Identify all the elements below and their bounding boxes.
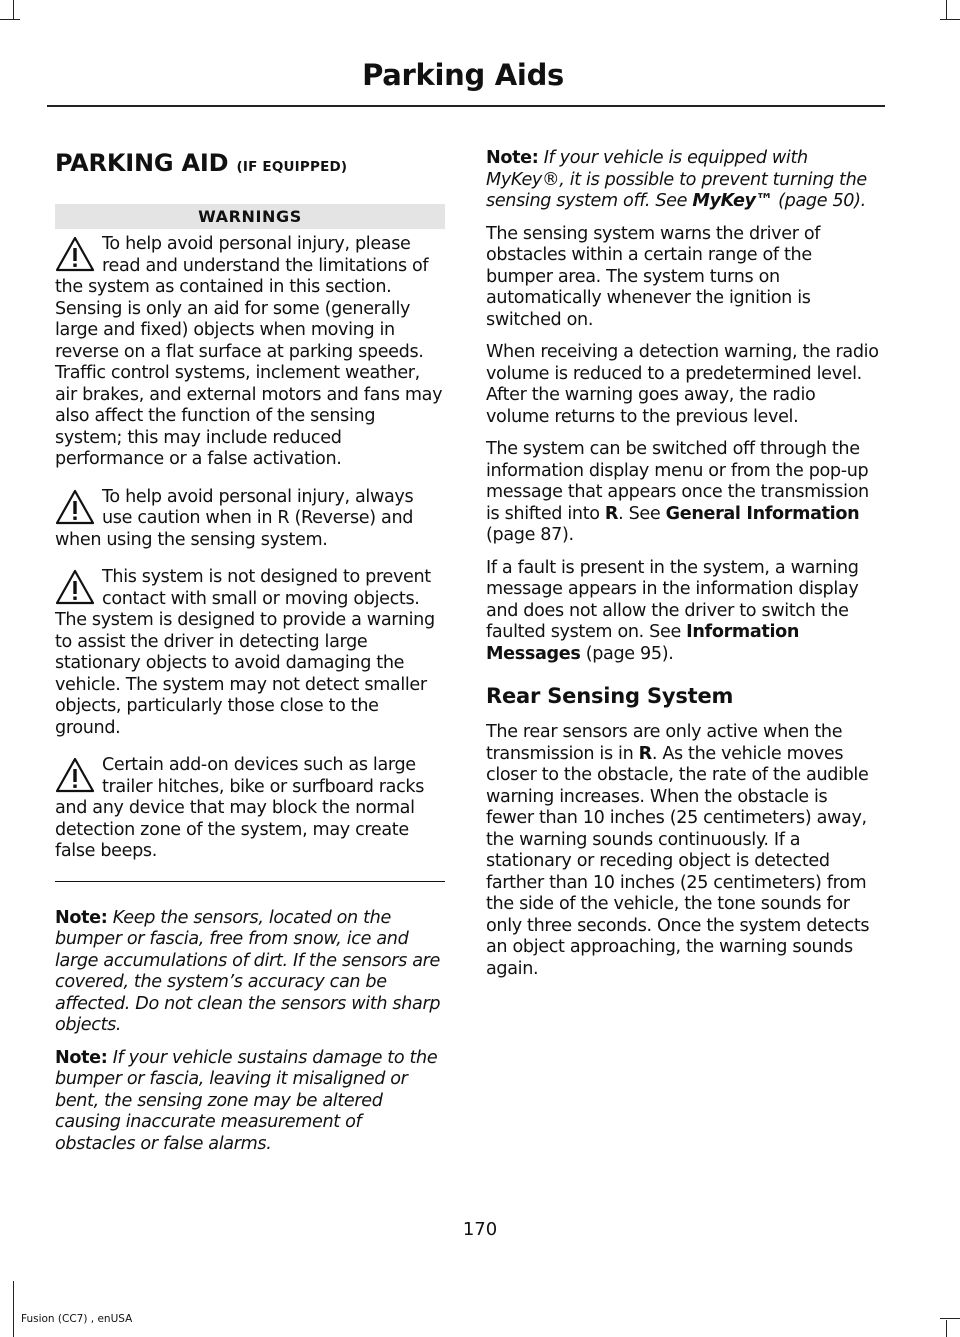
section-title-main: PARKING AID (55, 149, 229, 177)
right-column (486, 148, 880, 991)
rear-sensing-heading: Rear Sensing System (486, 684, 734, 708)
warning-triangle-icon (55, 489, 95, 525)
warning-text: Certain add-on devices such as large trailer hitches, bike or surfboard racks and any device that may block the normal detection zone of the system, may create false beeps. (55, 755, 425, 861)
body-paragraph: The sensing system warns the driver of obstacles within a certain range of the bumper area. The system turns on automatically whenever the ignition is switched on. (486, 223, 821, 330)
body-text: If a fault is present in the system, a warning message appears in the information display and does not allow the driver to switch the faulted system on. See (486, 557, 859, 642)
warning-block (55, 567, 445, 739)
gear-r-label: R (604, 503, 619, 524)
page-reference: (page 95). (585, 643, 674, 664)
body-text: The system can be switched off through the information display menu or from the pop-up message that appears once the transmission is shifted into (486, 439, 869, 524)
warning-block (55, 234, 445, 471)
body-paragraph: When receiving a detection warning, the radio volume is reduced to a predetermined level. After the warning goes away, the radio volume returns to the previous level. (486, 342, 879, 427)
note-text: If your vehicle is equipped with MyKey®, it is possible to prevent turning the sensing system off. See (486, 148, 867, 211)
crop-mark (13, 0, 14, 19)
warning-triangle-icon (55, 569, 95, 605)
crop-mark (946, 1320, 947, 1337)
crop-mark (946, 0, 947, 19)
body-text: . As the vehicle moves closer to the obstacle, the rate of the audible warning increases. When the obstacle is fewer than 10 inches (25 centimeters) away, the warning sounds continuously. If a stationary or receding object is detected farther than 10 inches (25 centimeters) from the side of the vehicle, the tone sounds for only three seconds. Once the system detects an object approaching, the warning sounds again. (486, 743, 870, 979)
mykey-link[interactable]: MyKey™ (692, 191, 773, 211)
page-reference: (page 87). (486, 525, 574, 545)
note-label: Note: (55, 1047, 108, 1068)
crop-mark (0, 19, 20, 20)
section-title-suffix: (IF EQUIPPED) (236, 159, 348, 175)
note-paragraph (55, 1048, 445, 1156)
page-header-title: Parking Aids (362, 58, 564, 92)
crop-mark (940, 19, 960, 20)
body-paragraph (486, 439, 880, 547)
body-text: The rear sensors are only active when the transmission is in (486, 722, 843, 764)
note-label: Note: (55, 907, 108, 928)
page-number: 170 (462, 1219, 498, 1240)
note-text: If your vehicle sustains damage to the bumper or fascia, leaving it misaligned or bent, the sensing zone may be altered causing inaccurate measurement of obstacles or false alarms. (55, 1047, 438, 1154)
warning-block (55, 755, 445, 863)
information-messages-link[interactable]: Information Messages (486, 622, 800, 664)
warnings-end-rule (55, 881, 445, 882)
note-paragraph (486, 148, 880, 213)
warning-triangle-icon (55, 757, 95, 793)
warnings-heading: WARNINGS (55, 204, 445, 229)
page-reference: (page 50). (778, 191, 866, 211)
see-text: . See (618, 503, 661, 524)
body-paragraph (486, 722, 880, 980)
body-paragraph (486, 558, 880, 666)
note-text: Keep the sensors, located on the bumper or fascia, free from snow, ice and large accumulations of dirt. If the sensors are covered, the system’s accuracy can be affected. Do not clean the sensors with sharp objects. (55, 907, 441, 1035)
note-label: Note: (486, 148, 539, 168)
warning-text: To help avoid personal injury, always use caution when in R (Reverse) and when using the sensing system. (55, 486, 414, 550)
section-title (55, 148, 445, 182)
general-information-link[interactable]: General Information (665, 503, 860, 524)
warning-text: This system is not designed to prevent contact with small or moving objects. The system is designed to provide a warning to assist the driver in detecting large stationary objects to avoid damaging the vehicle. The system may not detect smaller objects, particularly those close to the ground. (55, 567, 435, 738)
left-column (55, 148, 445, 1166)
footer-text: Fusion (CC7) , enUSA (21, 1313, 133, 1325)
warning-block (55, 487, 445, 552)
header-rule (47, 105, 885, 107)
warning-text: To help avoid personal injury, please read and understand the limitations of the system as contained in this section. Sensing is only an aid for some (generally large and fixed) objects when moving in reverse on a flat surface at parking speeds. Traffic control systems, inclement weather, air brakes, and external motors and fans may also affect the function of the sensing system; this may include reduced performance or a false activation. (55, 234, 443, 469)
crop-mark (13, 1281, 14, 1337)
note-paragraph (55, 908, 445, 1037)
warning-triangle-icon (55, 236, 95, 272)
gear-r-label: R (638, 743, 652, 764)
crop-mark (940, 1318, 960, 1319)
